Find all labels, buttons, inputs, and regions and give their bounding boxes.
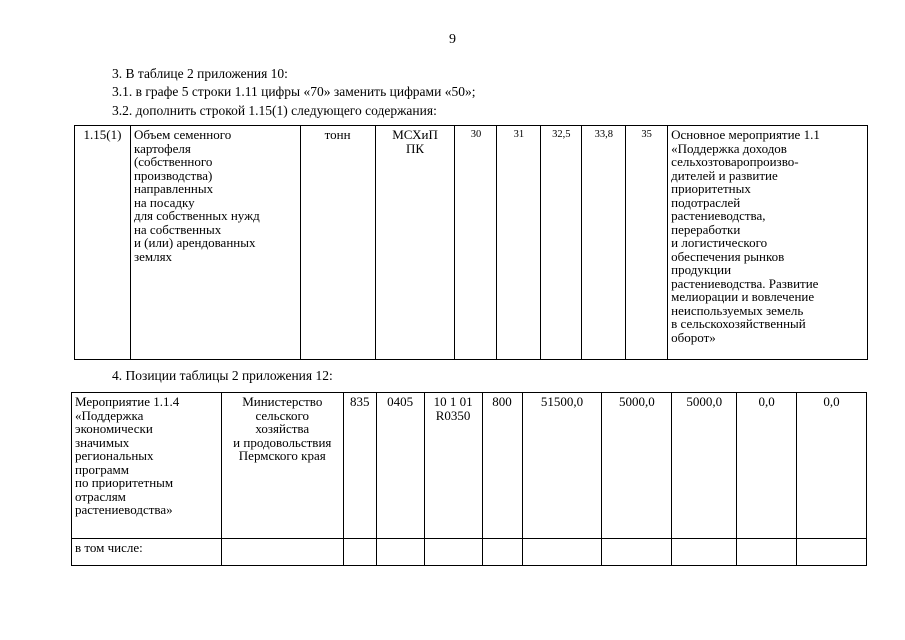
table-row	[72, 539, 867, 566]
vr-cell: 800	[482, 393, 522, 539]
empty-cell	[797, 539, 867, 566]
value-cell-4: 33,8	[582, 126, 626, 360]
empty-cell	[522, 539, 602, 566]
paragraph-3: 3. В таблице 2 приложения 10:	[112, 66, 288, 81]
table-row	[72, 393, 867, 539]
year-2-cell: 5000,0	[672, 393, 737, 539]
including-cell: в том числе:	[72, 539, 222, 566]
paragraph-4: 4. Позиции таблицы 2 приложения 12:	[112, 368, 333, 383]
table-appendix-12-rows	[71, 392, 867, 566]
indicator-cell: Объем семенного картофеля (собственного производства) направленных на посадку для собственных нужд на собственных и (или) арендованных землях	[130, 126, 300, 360]
empty-cell	[424, 539, 482, 566]
table-appendix-10-row	[74, 125, 868, 360]
empty-cell	[343, 539, 376, 566]
year-3-cell: 0,0	[737, 393, 797, 539]
empty-cell	[376, 539, 424, 566]
empty-cell	[221, 539, 343, 566]
value-cell-3: 32,5	[541, 126, 582, 360]
value-cell-2: 31	[497, 126, 541, 360]
ministry-cell: Министерство сельского хозяйства и продовольствия Пермского края	[221, 393, 343, 539]
value-cell-5: 35	[626, 126, 668, 360]
activity-name-cell: Мероприятие 1.1.4 «Поддержка экономически значимых региональных программ по приоритетным отраслям растениеводства»	[72, 393, 222, 539]
total-cell: 51500,0	[522, 393, 602, 539]
paragraph-3-1: 3.1. в графе 5 строки 1.11 цифры «70» заменить цифрами «50»;	[112, 84, 476, 99]
year-1-cell: 5000,0	[602, 393, 672, 539]
empty-cell	[672, 539, 737, 566]
unit-cell: тонн	[300, 126, 375, 360]
table-row	[75, 126, 868, 360]
grbs-cell: 835	[343, 393, 376, 539]
page-number: 9	[449, 32, 456, 47]
row-number-cell: 1.15(1)	[75, 126, 131, 360]
executor-cell: МСХиП ПК	[375, 126, 455, 360]
measure-cell: Основное мероприятие 1.1 «Поддержка доходов сельхозтоваропроизво- дителей и развитие приоритетных подотраслей растениеводства, переработки и логистического обеспечения рынков продукции растениеводства. Развитие мелиорации и вовлечение неиспользуемых земель в сельскохозяйственный оборот»	[668, 126, 868, 360]
empty-cell	[602, 539, 672, 566]
value-cell-1: 30	[455, 126, 497, 360]
rzpr-cell: 0405	[376, 393, 424, 539]
year-4-cell: 0,0	[797, 393, 867, 539]
csr-cell: 10 1 01 R0350	[424, 393, 482, 539]
empty-cell	[737, 539, 797, 566]
empty-cell	[482, 539, 522, 566]
paragraph-3-2: 3.2. дополнить строкой 1.15(1) следующего содержания:	[112, 103, 437, 118]
